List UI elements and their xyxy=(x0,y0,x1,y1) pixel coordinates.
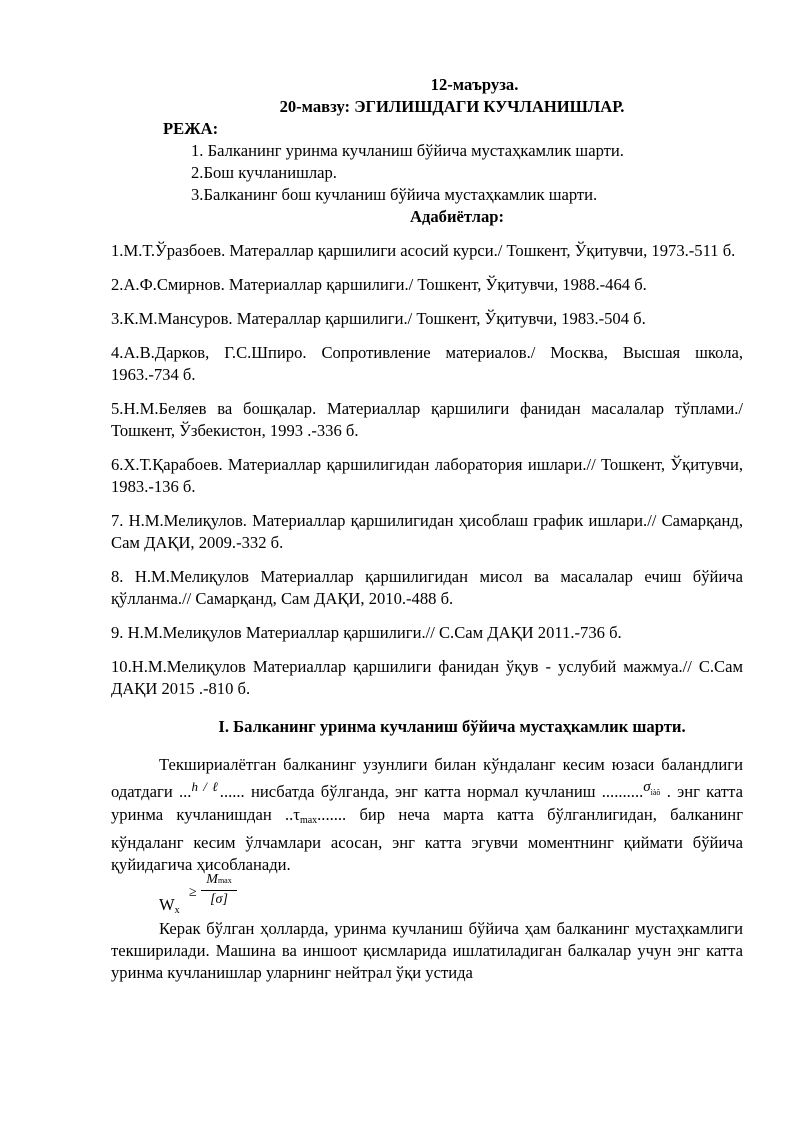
reference-item: 9. Н.М.Мелиқулов Материаллар қаршилиги.// С.Сам ДАҚИ 2011.-736 б. xyxy=(111,623,622,642)
tau-subscript: max xyxy=(299,815,318,826)
lecture-number: 12-маъруза. xyxy=(430,75,519,94)
fraction-bar xyxy=(201,890,237,891)
strength-formula xyxy=(111,872,743,918)
fraction-denominator: [σ] xyxy=(210,892,228,907)
w-symbol: W xyxy=(159,895,175,914)
ratio-formula: h / ℓ xyxy=(191,779,220,794)
moment-subscript: max xyxy=(217,876,232,885)
reference-item: 4.А.В.Дарков, Г.С.Шпиро. Сопротивление материалов./ Москва, Высшая школа, 1963.-734 б. xyxy=(111,343,743,384)
body-paragraph: Керак бўлган ҳолларда, уринма кучланиш бўйича ҳам балканинг мустаҳкамлиги текширилади. Машина ва иншоот қисмларида ишлатиладиган балкалар учун энг катта уринма кучланишлар уларнинг нейтрал ўқи устида xyxy=(111,919,743,982)
fraction-numerator xyxy=(199,872,239,889)
plan-item: 3.Балканинг бош кучланиш бўйича мустаҳкамлик шарти. xyxy=(191,185,598,204)
reference-item: 5.Н.М.Беляев ва бошқалар. Материаллар қаршилиги фанидан масалалар тўплами./ Тошкент, Ўзбекистон, 1993 .-336 б. xyxy=(111,399,743,440)
section-title-text: . Балканинг уринма кучланиш бўйича мустаҳкамлик шарти. xyxy=(224,717,686,736)
reference-item: 3.К.М.Мансуров. Матераллар қаршилиги./ Тошкент, Ўқитувчи, 1983.-504 б. xyxy=(111,309,646,328)
reference-item: 8. Н.М.Мелиқулов Материаллар қаршилигидан мисол ва масалалар ечиш бўйича қўлланма.// Самарқанд, Сам ДАҚИ, 2010.-488 б. xyxy=(111,567,743,608)
literature-title: Адабиётлар: xyxy=(410,207,504,226)
w-subscript: x xyxy=(174,905,180,916)
section-modulus xyxy=(159,894,180,922)
reference-item: 2.А.Ф.Смирнов. Материаллар қаршилиги./ Тошкент, Ўқитувчи, 1988.-464 б. xyxy=(111,275,647,294)
reference-item: 6.Х.Т.Қарабоев. Материаллар қаршилигидан лаборатория ишлари.// Тошкент, Ўқитувчи, 1983.-136 б. xyxy=(111,455,743,496)
sigma-subscript: ìàõ xyxy=(650,788,661,797)
document-page xyxy=(111,74,743,984)
moment-symbol: M xyxy=(206,872,218,887)
plan-item: 1. Балканинг уринма кучланиш бўйича мустаҳкамлик шарти. xyxy=(191,141,624,160)
reference-item: 10.Н.М.Мелиқулов Материаллар қаршилиги фанидан ўқув - услубий мажмуа.// С.Сам ДАҚИ 2015 .-810 б. xyxy=(111,657,743,698)
plan-list xyxy=(111,140,743,206)
topic-title: 20-мавзу: ЭГИЛИШДАГИ КУЧЛАНИШЛАР. xyxy=(279,97,625,116)
text-run: ....... бир неча марта катта бўлганлигидан, балканинг кўндаланг кесим ўлчамлари асосан, энг катта эгувчи моментнинг қиймати бўйича қуйидагича ҳисобланади. xyxy=(111,805,743,874)
text-run: Текшириалётган балканинг узунлиги билан кўндаланг кесим юзаси баландлиги одатдаги ... xyxy=(111,755,743,801)
reference-item: 1.М.Т.Ўразбоев. Матераллар қаршилиги асосий курси./ Тошкент, Ўқитувчи, 1973.-511 б. xyxy=(111,241,736,260)
reference-item: 7. Н.М.Мелиқулов. Материаллар қаршилигидан ҳисоблаш график ишлари.// Самарқанд, Сам ДАҚИ, 2009.-332 б. xyxy=(111,511,743,552)
plan-title: РЕЖА: xyxy=(163,119,219,138)
sigma-symbol: σ xyxy=(643,779,651,795)
section-heading xyxy=(111,716,743,738)
body-paragraph xyxy=(111,754,743,876)
text-run: . энг катта уринма кучланишдан ..τ xyxy=(111,782,743,824)
text-run: ...... нисбатда бўлганда, энг катта нормал кучланиш .......... xyxy=(219,782,644,801)
plan-item: 2.Бош кучланишлар. xyxy=(191,163,337,182)
section-roman: I xyxy=(218,717,225,736)
fraction xyxy=(199,872,239,908)
ge-symbol: ≥ xyxy=(189,885,197,900)
